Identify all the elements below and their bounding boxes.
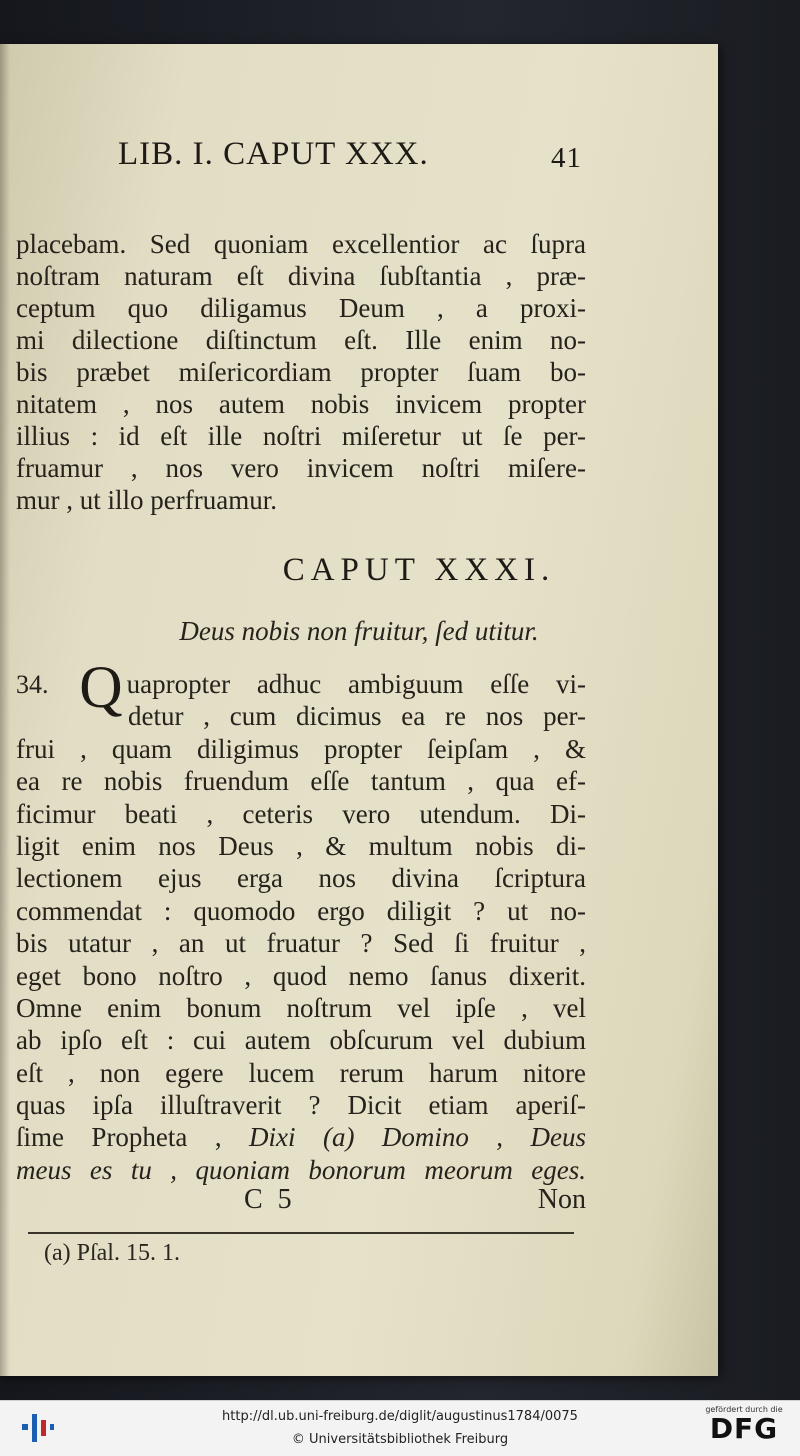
text-line: lectionem ejus erga nos divina ſcriptura [16, 863, 586, 894]
first-line-rest: uapropter adhuc ambiguum eſſe vi- [126, 669, 587, 699]
text-line: commendat : quomodo ergo diligit ? ut no- [16, 895, 586, 926]
paragraph-2-body [16, 733, 586, 1154]
paragraph-2 [16, 654, 587, 1186]
text-line: ea re nobis fruendum eſſe tantum , qua ef- [16, 766, 586, 797]
signature-mark: C 5 [244, 1184, 296, 1215]
chapter-heading [0, 552, 718, 589]
running-header [118, 136, 590, 186]
text-line: eget bono noſtro , quod nemo ſanus dixerit. [16, 960, 586, 991]
text-line: eſt , non egere lucem rerum harum nitore [16, 1057, 586, 1088]
section-number: 34. [16, 670, 49, 699]
text-line [16, 1121, 586, 1153]
text-line: ceptum quo diligamus Deum , a proxi- [16, 293, 586, 323]
text-line: bis utatur , an ut fruatur ? Sed ſi fruitur , [16, 928, 586, 959]
text-line: mur , ut illo perfruamur. [16, 485, 277, 515]
text-line: frui , quam diligimus propter ſeipſam , & [16, 733, 586, 764]
dfg-funder-logo[interactable] [698, 1405, 790, 1444]
text-line: ficimur beati , ceteris vero utendum. Di- [16, 798, 586, 829]
text-line: mi dilectione diſtinctum eſt. Ille enim no- [16, 325, 586, 355]
text-line: placebam. Sed quoniam excellentior ac ſupra [16, 229, 586, 259]
page-number: 41 [551, 142, 582, 174]
text-line: ligit enim nos Deus , & multum nobis di- [16, 830, 586, 861]
signature-line [16, 1184, 586, 1220]
quote-line-1: Dixi (a) Domino , Deus [249, 1122, 586, 1153]
quote-line-2: meus es tu , quoniam bonorum meorum eges. [16, 1154, 586, 1185]
book-page [0, 44, 718, 1376]
chapter-subtitle: Deus nobis non fruitur, ſed utitur. [179, 616, 539, 646]
paragraph-1 [16, 228, 586, 516]
copyright-notice: © Universitätsbibliothek Freiburg [291, 1432, 509, 1447]
drop-cap: Q [79, 654, 123, 720]
text-line: nitatem , nos autem nobis invicem propter [16, 389, 586, 419]
header-title: LIB. I. CAPUT XXX. [118, 136, 429, 172]
viewer-footer [0, 1400, 800, 1456]
text-line: ab ipſo eſt : cui autem obſcurum vel dubium [16, 1025, 586, 1056]
permalink-url[interactable]: http://dl.ub.uni-freiburg.de/diglit/augustinus1784/0075 [222, 1409, 578, 1424]
funder-caption: gefördert durch die [705, 1405, 783, 1414]
text-line: fruamur , nos vero invicem noſtri miſere- [16, 453, 586, 483]
catchword: Non [537, 1184, 586, 1215]
text-line: illius : id eſt ille noſtri miſeretur ut ſe per- [16, 421, 586, 451]
chapter-heading-text: CAPUT XXXI. [282, 552, 556, 588]
dfg-logo-icon: DFG [709, 1412, 779, 1445]
footnote-rule [28, 1232, 574, 1234]
footnote: (a) Pſal. 15. 1. [44, 1240, 180, 1266]
text-line: bis præbet miſericordiam propter ſuam bo- [16, 357, 586, 387]
paragraph-2-second-line: detur , cum dicimus ea re nos per- [128, 701, 586, 732]
text-line-start: ſime Propheta , [16, 1122, 222, 1153]
text-line: Omne enim bonum noſtrum vel ipſe , vel [16, 992, 586, 1023]
text-line: noſtram naturam eſt divina ſubſtantia , præ- [16, 261, 586, 291]
text-line: quas ipſa illuſtraverit ? Dicit etiam aperiſ- [16, 1090, 586, 1121]
